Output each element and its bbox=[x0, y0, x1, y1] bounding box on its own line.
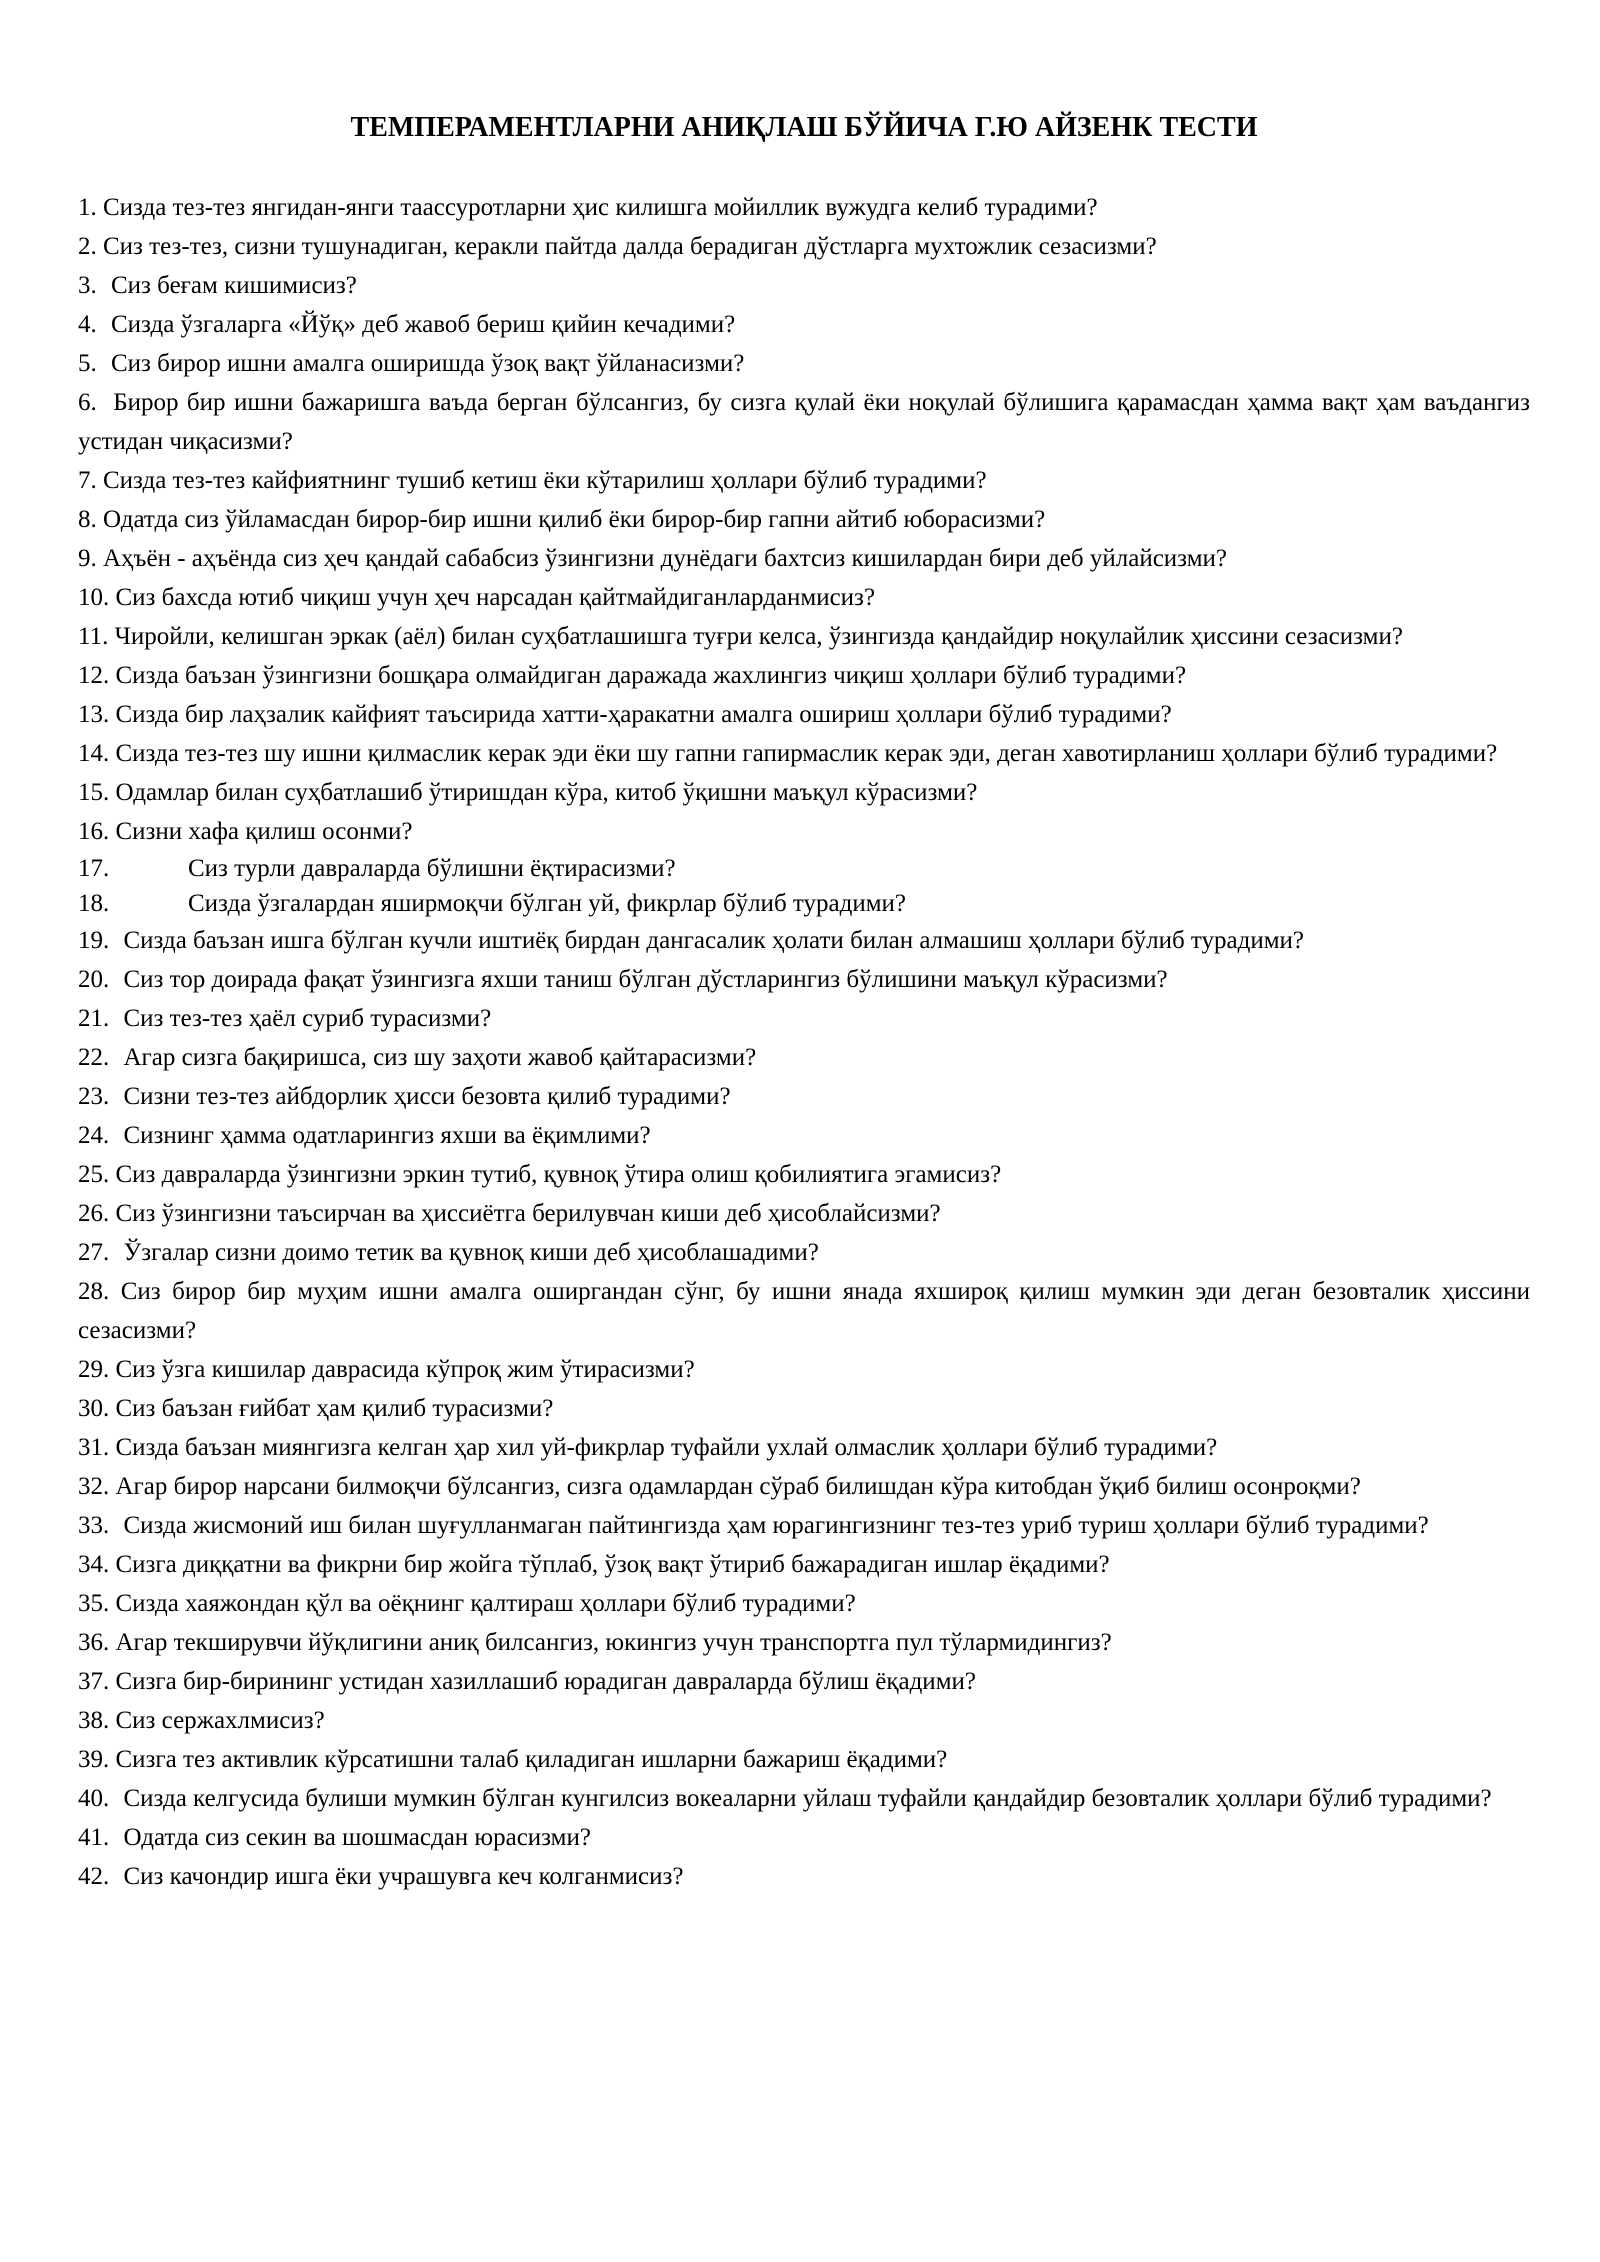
question-item bbox=[78, 1428, 1530, 1467]
question-item bbox=[78, 383, 1530, 461]
question-text: Сизда баъзан ишга бўлган кучли иштиёқ бирдан дангасалик ҳолати билан алмашиш ҳоллари бўлиб турадими? bbox=[123, 927, 1305, 954]
question-number: 42. bbox=[78, 1863, 110, 1890]
question-item bbox=[78, 1155, 1530, 1194]
question-item bbox=[78, 1545, 1530, 1584]
question-item bbox=[78, 1194, 1530, 1233]
question-number: 38. bbox=[78, 1707, 110, 1734]
question-item bbox=[78, 734, 1530, 773]
question-item bbox=[78, 500, 1530, 539]
question-item bbox=[78, 656, 1530, 695]
question-item bbox=[78, 305, 1530, 344]
question-number: 14. bbox=[78, 740, 110, 767]
question-text: Одамлар билан суҳбатлашиб ўтиришдан кўра, китоб ўқишни маъқул кўрасизми? bbox=[115, 779, 978, 806]
question-number: 28. bbox=[78, 1278, 110, 1305]
question-number: 32. bbox=[78, 1473, 110, 1500]
question-text: Сизни хафа қилиш осонми? bbox=[115, 818, 413, 845]
question-text: Сизда тез-тез кайфиятнинг тушиб кетиш ёки кўтарилиш ҳоллари бўлиб турадими? bbox=[103, 467, 987, 494]
question-number: 10. bbox=[78, 584, 110, 611]
question-item bbox=[78, 812, 1530, 851]
question-number: 22. bbox=[78, 1044, 110, 1071]
question-item bbox=[78, 1584, 1530, 1623]
question-item bbox=[78, 1857, 1530, 1896]
question-text: Сиз баъзан ғийбат ҳам қилиб турасизми? bbox=[115, 1395, 554, 1422]
question-number: 12. bbox=[78, 662, 110, 689]
question-item bbox=[78, 1233, 1530, 1272]
question-text: Сизда ўзгалардан яширмоқчи бўлган уй, фикрлар бўлиб турадими? bbox=[188, 890, 906, 917]
question-item bbox=[78, 578, 1530, 617]
question-text: Сиз бирор бир муҳим ишни амалга оширгандан сўнг, бу ишни янада яхшироқ қилиш мумкин эди деган безовталик ҳиссини сезасизми? bbox=[78, 1278, 1531, 1344]
question-item bbox=[78, 1662, 1530, 1701]
question-number: 40. bbox=[78, 1785, 110, 1812]
question-text: Сизда тез-тез янгидан-янги таассуротларни ҳис килишга мойиллик вужудга келиб турадими? bbox=[103, 194, 1098, 221]
question-text: Аҳъён - аҳъёнда сиз ҳеч қандай сабабсиз ўзингизни дунёдаги бахтсиз кишилардан бири деб уйлайсизми? bbox=[103, 545, 1227, 572]
question-text: Сизнинг ҳамма одатларингиз яхши ва ёқимлими? bbox=[123, 1122, 651, 1149]
question-text: Сиз тез-тез, сизни тушунадиган, керакли пайтда далда берадиган дўстларга мухтожлик сезасизми? bbox=[103, 233, 1157, 260]
question-number: 41. bbox=[78, 1824, 110, 1851]
question-number: 35. bbox=[78, 1590, 110, 1617]
question-text: Сизни тез-тез айбдорлик ҳисси безовта қилиб турадими? bbox=[123, 1083, 731, 1110]
question-text: Бирор бир ишни бажаришга ваъда берган бўлсангиз, бу сизга қулай ёки ноқулай бўлишига қарамасдан ҳамма вақт ҳам ваъдангиз устидан чиқасизми? bbox=[78, 389, 1531, 455]
question-item bbox=[78, 695, 1530, 734]
question-item bbox=[78, 773, 1530, 812]
question-number: 11. bbox=[78, 623, 109, 650]
question-text: Одатда сиз секин ва шошмасдан юрасизми? bbox=[123, 1824, 591, 1851]
question-item bbox=[78, 921, 1530, 960]
question-number: 21. bbox=[78, 1005, 110, 1032]
question-item bbox=[78, 344, 1530, 383]
question-number: 31. bbox=[78, 1434, 110, 1461]
question-number: 39. bbox=[78, 1746, 110, 1773]
question-number: 25. bbox=[78, 1161, 110, 1188]
question-number: 18. bbox=[78, 890, 110, 917]
question-item bbox=[78, 617, 1530, 656]
question-item bbox=[78, 851, 1530, 886]
question-number: 30. bbox=[78, 1395, 110, 1422]
question-text: Сизда келгусида булиши мумкин бўлган кунгилсиз вокеаларни уйлаш туфайли қандайдир безовталик ҳоллари бўлиб турадими? bbox=[123, 1785, 1492, 1812]
question-number: 24. bbox=[78, 1122, 110, 1149]
question-text: Агар текширувчи йўқлигини аниқ билсангиз, юкингиз учун транспортга пул тўлармидингиз? bbox=[115, 1629, 1112, 1656]
question-number: 26. bbox=[78, 1200, 110, 1227]
question-number: 13. bbox=[78, 701, 110, 728]
question-number: 34. bbox=[78, 1551, 110, 1578]
question-text: Сиз бирор ишни амалга оширишда ўзоқ вақт ўйланасизми? bbox=[111, 350, 745, 377]
question-number: 17. bbox=[78, 855, 110, 882]
question-text: Сиз сержахлмисиз? bbox=[115, 1707, 325, 1734]
question-item bbox=[78, 227, 1530, 266]
question-text: Сиз давраларда ўзингизни эркин тутиб, қувноқ ўтира олиш қобилиятига эгамисиз? bbox=[115, 1161, 1002, 1188]
question-item bbox=[78, 266, 1530, 305]
question-item bbox=[78, 188, 1530, 227]
question-item bbox=[78, 1779, 1530, 1818]
question-text: Сизга диққатни ва фикрни бир жойга тўплаб, ўзоқ вақт ўтириб бажарадиган ишлар ёқадими? bbox=[115, 1551, 1110, 1578]
question-item bbox=[78, 999, 1530, 1038]
question-text: Сизда тез-тез шу ишни қилмаслик керак эди ёки шу гапни гапирмаслик керак эди, деган хавотирланиш ҳоллари бўлиб турадими? bbox=[115, 740, 1498, 767]
question-item bbox=[78, 1740, 1530, 1779]
question-text: Сиз тез-тез ҳаёл суриб турасизми? bbox=[123, 1005, 492, 1032]
question-number: 20. bbox=[78, 966, 110, 993]
question-text: Сиз качондир ишга ёки учрашувга кеч колганмисиз? bbox=[123, 1863, 684, 1890]
question-number: 33. bbox=[78, 1512, 110, 1539]
question-text: Сизда хаяжондан қўл ва оёқнинг қалтираш ҳоллари бўлиб турадими? bbox=[115, 1590, 856, 1617]
question-text: Сизда жисмоний иш билан шуғулланмаган пайтингизда ҳам юрагингизнинг тез-тез уриб туриш ҳоллари бўлиб турадими? bbox=[123, 1512, 1429, 1539]
question-number: 7. bbox=[78, 467, 97, 494]
question-text: Сизга тез активлик кўрсатишни талаб қиладиган ишларни бажариш ёқадими? bbox=[115, 1746, 948, 1773]
question-text: Сиз беғам кишимисиз? bbox=[111, 272, 357, 299]
question-text: Сиз ўзга кишилар даврасида кўпроқ жим ўтирасизми? bbox=[115, 1356, 695, 1383]
question-text: Сиз тор доирада фақат ўзингизга яхши таниш бўлган дўстларингиз бўлишини маъқул кўрасизми? bbox=[123, 966, 1168, 993]
question-number: 3. bbox=[78, 272, 97, 299]
question-text: Сизда баъзан ўзингизни бошқара олмайдиган даражада жахлингиз чиқиш ҳоллари бўлиб турадими? bbox=[115, 662, 1187, 689]
question-text: Сиз ўзингизни таъсирчан ва ҳиссиётга берилувчан киши деб ҳисоблайсизми? bbox=[115, 1200, 941, 1227]
question-item bbox=[78, 886, 1530, 921]
question-text: Сизда баъзан миянгизга келган ҳар хил уй-фикрлар туфайли ухлай олмаслик ҳоллари бўлиб турадими? bbox=[115, 1434, 1218, 1461]
question-number: 8. bbox=[78, 506, 97, 533]
question-text: Агар бирор нарсани билмоқчи бўлсангиз, сизга одамлардан сўраб билишдан кўра китобдан ўқиб билиш осонроқми? bbox=[115, 1473, 1361, 1500]
question-text: Сиз турли давраларда бўлишни ёқтирасизми? bbox=[188, 855, 676, 882]
question-item bbox=[78, 1506, 1530, 1545]
page-title: ТЕМПЕРАМЕНТЛАРНИ АНИҚЛАШ БЎЙИЧА Г.Ю АЙЗЕНК ТЕСТИ bbox=[350, 112, 1258, 143]
question-item bbox=[78, 1389, 1530, 1428]
question-text: Сизга бир-бирининг устидан хазиллашиб юрадиган давраларда бўлиш ёқадими? bbox=[115, 1668, 976, 1695]
question-item bbox=[78, 1272, 1530, 1350]
question-text: Сизда бир лаҳзалик кайфият таъсирида хатти-ҳаракатни амалга ошириш ҳоллари бўлиб турадими? bbox=[115, 701, 1172, 728]
question-item bbox=[78, 960, 1530, 999]
question-item bbox=[78, 539, 1530, 578]
question-text: Ўзгалар сизни доимо тетик ва қувноқ киши деб ҳисоблашадими? bbox=[123, 1239, 819, 1266]
question-item bbox=[78, 1467, 1530, 1506]
question-text: Одатда сиз ўйламасдан бирор-бир ишни қилиб ёки бирор-бир гапни айтиб юборасизми? bbox=[103, 506, 1046, 533]
question-item bbox=[78, 1701, 1530, 1740]
question-item bbox=[78, 1038, 1530, 1077]
question-number: 36. bbox=[78, 1629, 110, 1656]
question-list bbox=[78, 188, 1530, 1896]
question-item bbox=[78, 1077, 1530, 1116]
question-number: 4. bbox=[78, 311, 97, 338]
question-number: 27. bbox=[78, 1239, 110, 1266]
question-item bbox=[78, 1818, 1530, 1857]
question-number: 5. bbox=[78, 350, 97, 377]
question-item bbox=[78, 1623, 1530, 1662]
question-number: 16. bbox=[78, 818, 110, 845]
question-number: 1. bbox=[78, 194, 97, 221]
question-number: 19. bbox=[78, 927, 110, 954]
question-item bbox=[78, 1350, 1530, 1389]
question-text: Сизда ўзгаларга «Йўқ» деб жавоб бериш қийин кечадими? bbox=[111, 311, 736, 338]
question-number: 2. bbox=[78, 233, 97, 260]
question-number: 6. bbox=[78, 389, 97, 416]
question-item bbox=[78, 461, 1530, 500]
question-text: Агар сизга бақиришса, сиз шу заҳоти жавоб қайтарасизми? bbox=[123, 1044, 757, 1071]
question-item bbox=[78, 1116, 1530, 1155]
question-number: 15. bbox=[78, 779, 110, 806]
question-text: Сиз бахсда ютиб чиқиш учун ҳеч нарсадан қайтмайдиганлардан​мисиз? bbox=[115, 584, 876, 611]
question-number: 37. bbox=[78, 1668, 110, 1695]
question-number: 9. bbox=[78, 545, 97, 572]
question-number: 29. bbox=[78, 1356, 110, 1383]
question-number: 23. bbox=[78, 1083, 110, 1110]
question-text: Чиройли, келишган эркак (аёл) билан суҳбатлашишга туғри келса, ўзингизда қандайдир ноқулайлик ҳиссини сезасизми? bbox=[114, 623, 1403, 650]
